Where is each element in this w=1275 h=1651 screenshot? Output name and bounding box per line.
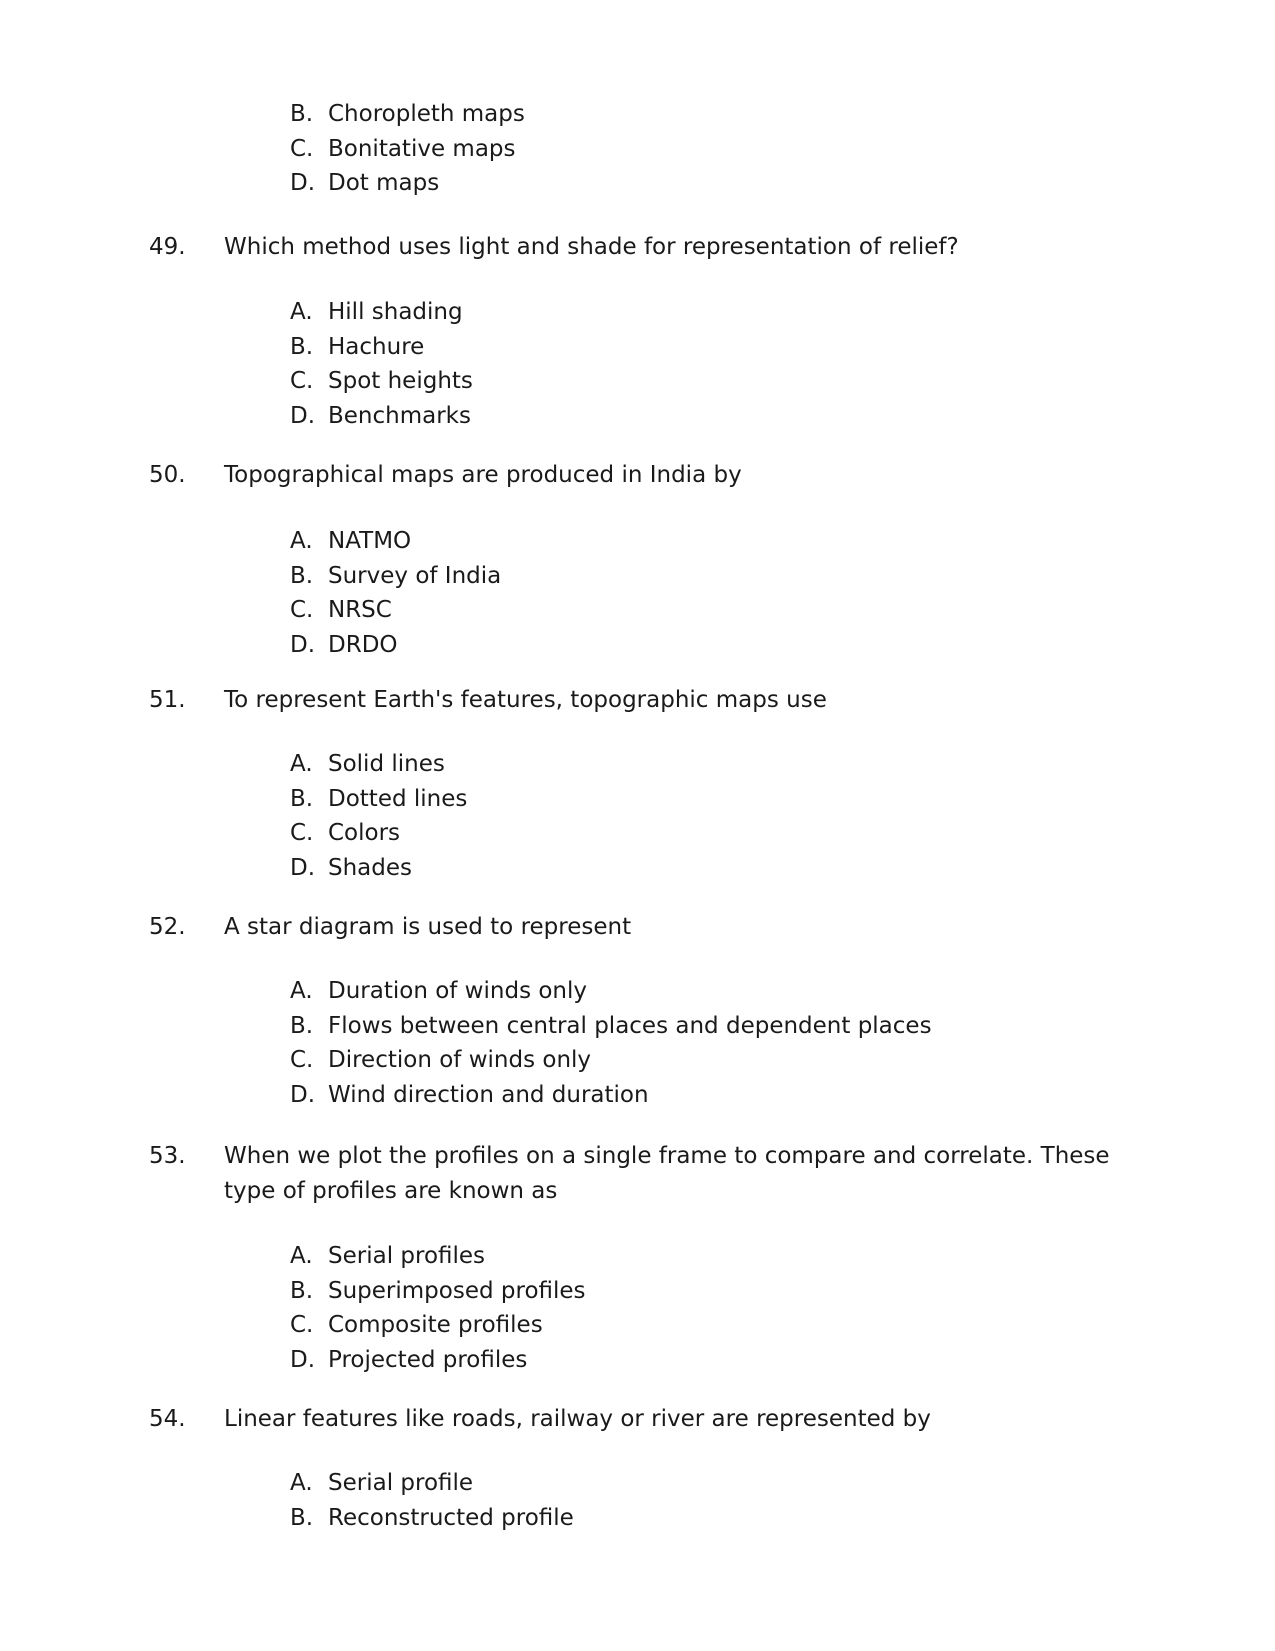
question-stem (0, 683, 1275, 718)
option-item (0, 1274, 1275, 1309)
question-number: 50. (149, 462, 186, 488)
option-item (0, 166, 1275, 201)
option-letter: B. (290, 1277, 314, 1304)
question-54-options (0, 1466, 1275, 1535)
option-letter: C. (290, 1047, 314, 1073)
option-item (0, 1043, 1275, 1078)
option-letter: C. (290, 1312, 314, 1338)
option-item (0, 816, 1275, 851)
option-letter: A. (290, 978, 313, 1004)
option-text: Dot maps (328, 170, 440, 196)
option-letter: C. (290, 820, 314, 846)
option-item (0, 628, 1275, 663)
option-text: Dotted lines (328, 785, 468, 812)
option-item (0, 1009, 1275, 1044)
option-letter: D. (290, 402, 316, 429)
option-item (0, 974, 1275, 1009)
option-letter: B. (290, 1504, 314, 1531)
question-stem (0, 1139, 1275, 1209)
question-stem (0, 1402, 1275, 1437)
question-stem (0, 458, 1275, 493)
option-text: Duration of winds only (328, 978, 588, 1004)
option-text: Direction of winds only (328, 1047, 592, 1073)
option-item (0, 851, 1275, 886)
option-letter: B. (290, 562, 314, 589)
option-text: Reconstructed profile (328, 1504, 574, 1531)
option-letter: C. (290, 597, 314, 623)
option-text: Flows between central places and dependent places (328, 1012, 932, 1039)
option-letter: D. (290, 631, 316, 658)
option-item (0, 1239, 1275, 1274)
option-letter: A. (290, 299, 313, 325)
option-text: Serial profile (328, 1470, 474, 1496)
question-text: Which method uses light and shade for representation of relief? (224, 234, 959, 260)
question-number: 52. (149, 914, 186, 940)
question-number: 51. (149, 687, 186, 713)
question-49 (0, 230, 1275, 265)
option-item (0, 364, 1275, 399)
question-49-options (0, 295, 1275, 433)
option-letter: C. (290, 135, 314, 162)
option-item (0, 1078, 1275, 1113)
option-item (0, 1343, 1275, 1378)
option-text: Wind direction and duration (328, 1081, 649, 1108)
question-53 (0, 1139, 1275, 1209)
option-letter: D. (290, 170, 316, 196)
question-54 (0, 1402, 1275, 1437)
option-text: Colors (328, 820, 401, 846)
option-letter: A. (290, 751, 313, 777)
option-text: Spot heights (328, 368, 473, 394)
question-text: When we plot the profiles on a single frame to compare and correlate. These type of profiles are known as (224, 1143, 1110, 1204)
option-item (0, 97, 1275, 132)
option-text: Projected profiles (328, 1346, 528, 1373)
option-letter: B. (290, 1012, 314, 1039)
question-53-options (0, 1239, 1275, 1377)
option-item (0, 524, 1275, 559)
option-text: Composite profiles (328, 1312, 543, 1338)
option-text: Shades (328, 854, 413, 881)
option-text: Serial profiles (328, 1243, 486, 1269)
option-item (0, 1501, 1275, 1536)
question-50-options (0, 524, 1275, 662)
option-item (0, 747, 1275, 782)
option-letter: B. (290, 333, 314, 360)
question-52-options (0, 974, 1275, 1112)
option-letter: C. (290, 368, 314, 394)
option-item (0, 1308, 1275, 1343)
question-stem (0, 230, 1275, 265)
option-item (0, 782, 1275, 817)
option-text: Choropleth maps (328, 101, 525, 127)
question-text: Linear features like roads, railway or river are represented by (224, 1406, 931, 1432)
option-text: Hachure (328, 333, 425, 360)
question-number: 49. (149, 234, 186, 260)
option-letter: D. (290, 1346, 316, 1373)
option-letter: A. (290, 1470, 313, 1496)
option-item (0, 1466, 1275, 1501)
question-number: 53. (149, 1143, 186, 1169)
question-text: To represent Earth's features, topographic maps use (224, 687, 827, 713)
question-52 (0, 910, 1275, 945)
option-letter: B. (290, 101, 314, 127)
option-text: Superimposed profiles (328, 1277, 586, 1304)
question-text: Topographical maps are produced in India by (224, 462, 742, 488)
option-item (0, 132, 1275, 167)
option-item (0, 295, 1275, 330)
option-text: DRDO (328, 631, 398, 658)
option-text: NATMO (328, 528, 412, 554)
option-item (0, 399, 1275, 434)
question-number: 54. (149, 1406, 186, 1432)
question-text: A star diagram is used to represent (224, 914, 632, 940)
option-text: Survey of India (328, 562, 502, 589)
option-letter: A. (290, 528, 313, 554)
option-item (0, 593, 1275, 628)
option-text: NRSC (328, 597, 392, 623)
option-text: Solid lines (328, 751, 445, 777)
option-text: Benchmarks (328, 402, 471, 429)
option-text: Bonitative maps (328, 135, 516, 162)
option-letter: B. (290, 785, 314, 812)
option-text: Hill shading (328, 299, 463, 325)
question-50 (0, 458, 1275, 493)
option-letter: D. (290, 1081, 316, 1108)
question-51 (0, 683, 1275, 718)
option-item (0, 559, 1275, 594)
carryover-options (0, 97, 1275, 201)
option-letter: D. (290, 854, 316, 881)
question-51-options (0, 747, 1275, 885)
option-letter: A. (290, 1243, 313, 1269)
option-item (0, 330, 1275, 365)
question-stem (0, 910, 1275, 945)
